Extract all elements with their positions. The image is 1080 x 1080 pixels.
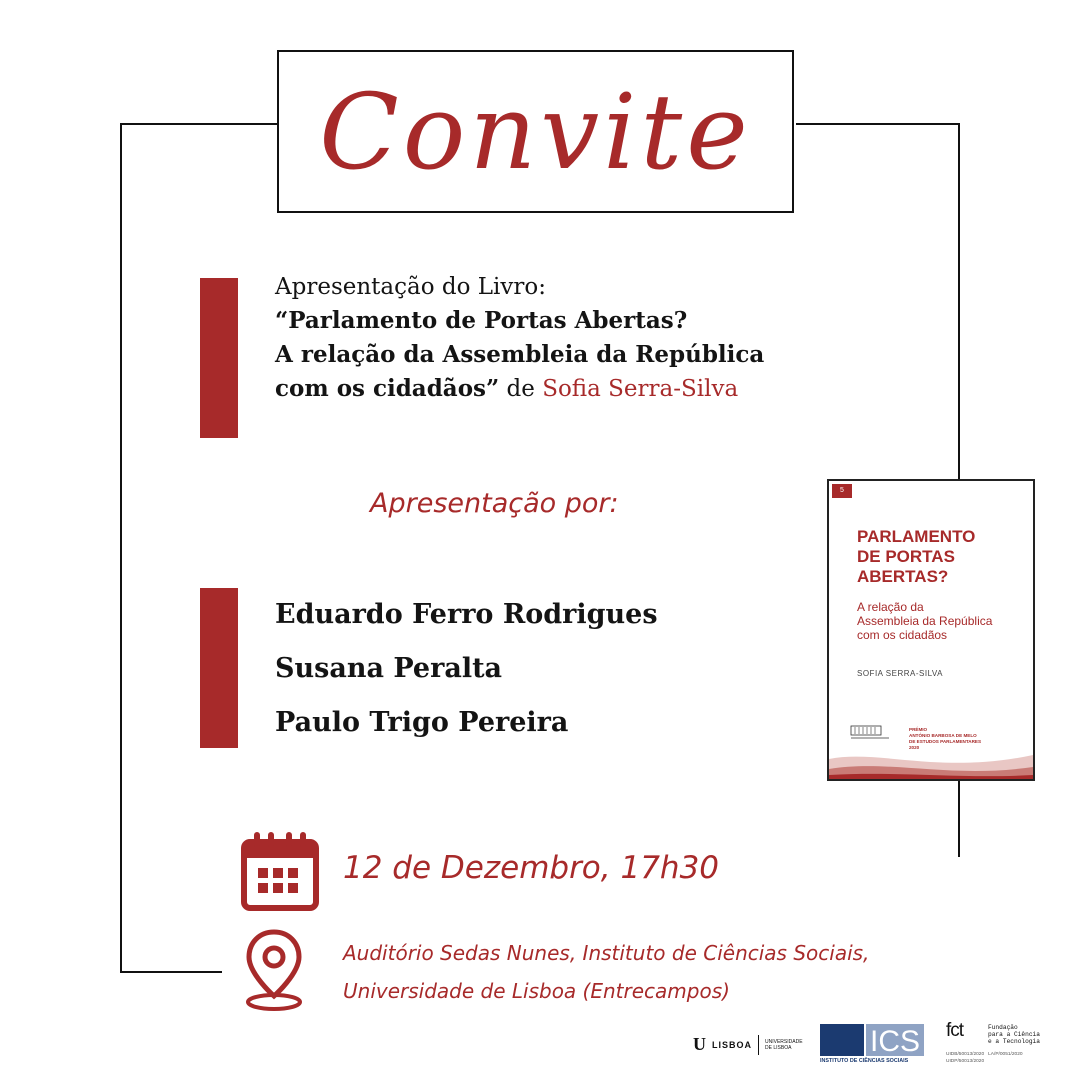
- book-title-line-3: com os cidadãos”: [275, 375, 500, 402]
- event-date: 12 de Dezembro, 17h30: [343, 850, 720, 886]
- presented-by-heading: Apresentação por:: [370, 488, 619, 519]
- cover-author: SOFIA SERRA-SILVA: [857, 669, 944, 678]
- cover-title-line: ABERTAS?: [857, 567, 949, 586]
- cover-subtitle-line: Assembleia da República: [857, 614, 993, 628]
- frame-top-left-line: [120, 123, 278, 125]
- fct-name-line: Fundação: [988, 1024, 1018, 1031]
- cover-subtitle: [857, 600, 1032, 642]
- frame-bottom-line: [120, 971, 222, 973]
- assembleia-republica-logo-icon: [849, 724, 897, 742]
- ics-mark: ICS: [869, 1025, 921, 1056]
- speaker-list: [275, 588, 658, 750]
- by-word: de: [499, 376, 543, 402]
- ul-separator: [758, 1035, 759, 1055]
- fct-code-line: UIDP/50013/2020: [946, 1059, 985, 1064]
- frame-right-line: [958, 123, 960, 479]
- speaker-name: Susana Peralta: [275, 653, 503, 684]
- book-cover: [827, 479, 1035, 781]
- frame-left-line: [120, 123, 122, 973]
- fct-codes: [946, 1051, 1023, 1065]
- cover-prize-line: PRÉMIO: [909, 727, 928, 732]
- fct-logo: [946, 1020, 1066, 1070]
- event-venue: [343, 934, 869, 1010]
- ics-logo: [820, 1024, 924, 1068]
- speaker-name: Eduardo Ferro Rodrigues: [275, 599, 658, 630]
- ul-small-line: DE LISBOA: [765, 1044, 792, 1051]
- calendar-icon: [240, 830, 320, 912]
- fct-mark: fct: [946, 1020, 964, 1041]
- frame-top-right-line: [796, 123, 960, 125]
- cover-wave-decoration: [829, 745, 1033, 779]
- cover-title-line: PARLAMENTO: [857, 527, 976, 546]
- ul-small-line: UNIVERSIDADE: [765, 1038, 803, 1045]
- cover-badge: 5: [832, 484, 852, 498]
- book-title-line-1: “Parlamento de Portas Abertas?: [275, 307, 688, 334]
- intro-lead: Apresentação do Livro:: [275, 274, 546, 300]
- ul-small-text: [765, 1039, 803, 1051]
- fct-name-line: e a Tecnologia: [988, 1038, 1040, 1045]
- page-title: Convite: [319, 70, 752, 193]
- cover-prize-line: DE ESTUDOS PARLAMENTARES: [909, 739, 982, 744]
- book-title-line-2: A relação da Assembleia da República: [275, 341, 765, 368]
- ul-name: LISBOA: [712, 1039, 753, 1050]
- cover-subtitle-line: com os cidadãos: [857, 628, 948, 642]
- cover-title: [857, 527, 1032, 587]
- fct-code-line: UIDB/50013/2020 LA/P/0051/2020: [946, 1052, 1023, 1057]
- cover-title-line: DE PORTAS: [857, 547, 955, 566]
- fct-name-line: para a Ciência: [988, 1031, 1040, 1038]
- ics-label: INSTITUTO DE CIÊNCIAS SOCIAIS: [820, 1058, 909, 1064]
- venue-line: Auditório Sedas Nunes, Instituto de Ciências Sociais,: [343, 941, 870, 965]
- fct-name: [988, 1024, 1040, 1045]
- venue-line: Universidade de Lisboa (Entrecampos): [343, 979, 730, 1003]
- cover-subtitle-line: A relação da: [857, 600, 924, 614]
- book-intro: [275, 270, 835, 406]
- universidade-lisboa-logo: [693, 1034, 803, 1055]
- accent-bar-intro: [200, 278, 238, 438]
- cover-prize-year: 2020: [909, 745, 920, 750]
- location-pin-icon: [242, 928, 306, 1014]
- speaker-name: Paulo Trigo Pereira: [275, 707, 569, 738]
- ics-logo-icon: [820, 1024, 924, 1056]
- accent-bar-speakers: [200, 588, 238, 748]
- frame-right-lower-line: [958, 781, 960, 857]
- cover-prize-line: ANTÓNIO BARBOSA DE MELO: [909, 733, 977, 738]
- ul-mark: U: [693, 1034, 706, 1054]
- author-name: Sofia Serra-Silva: [542, 376, 739, 402]
- title-box: [277, 50, 794, 213]
